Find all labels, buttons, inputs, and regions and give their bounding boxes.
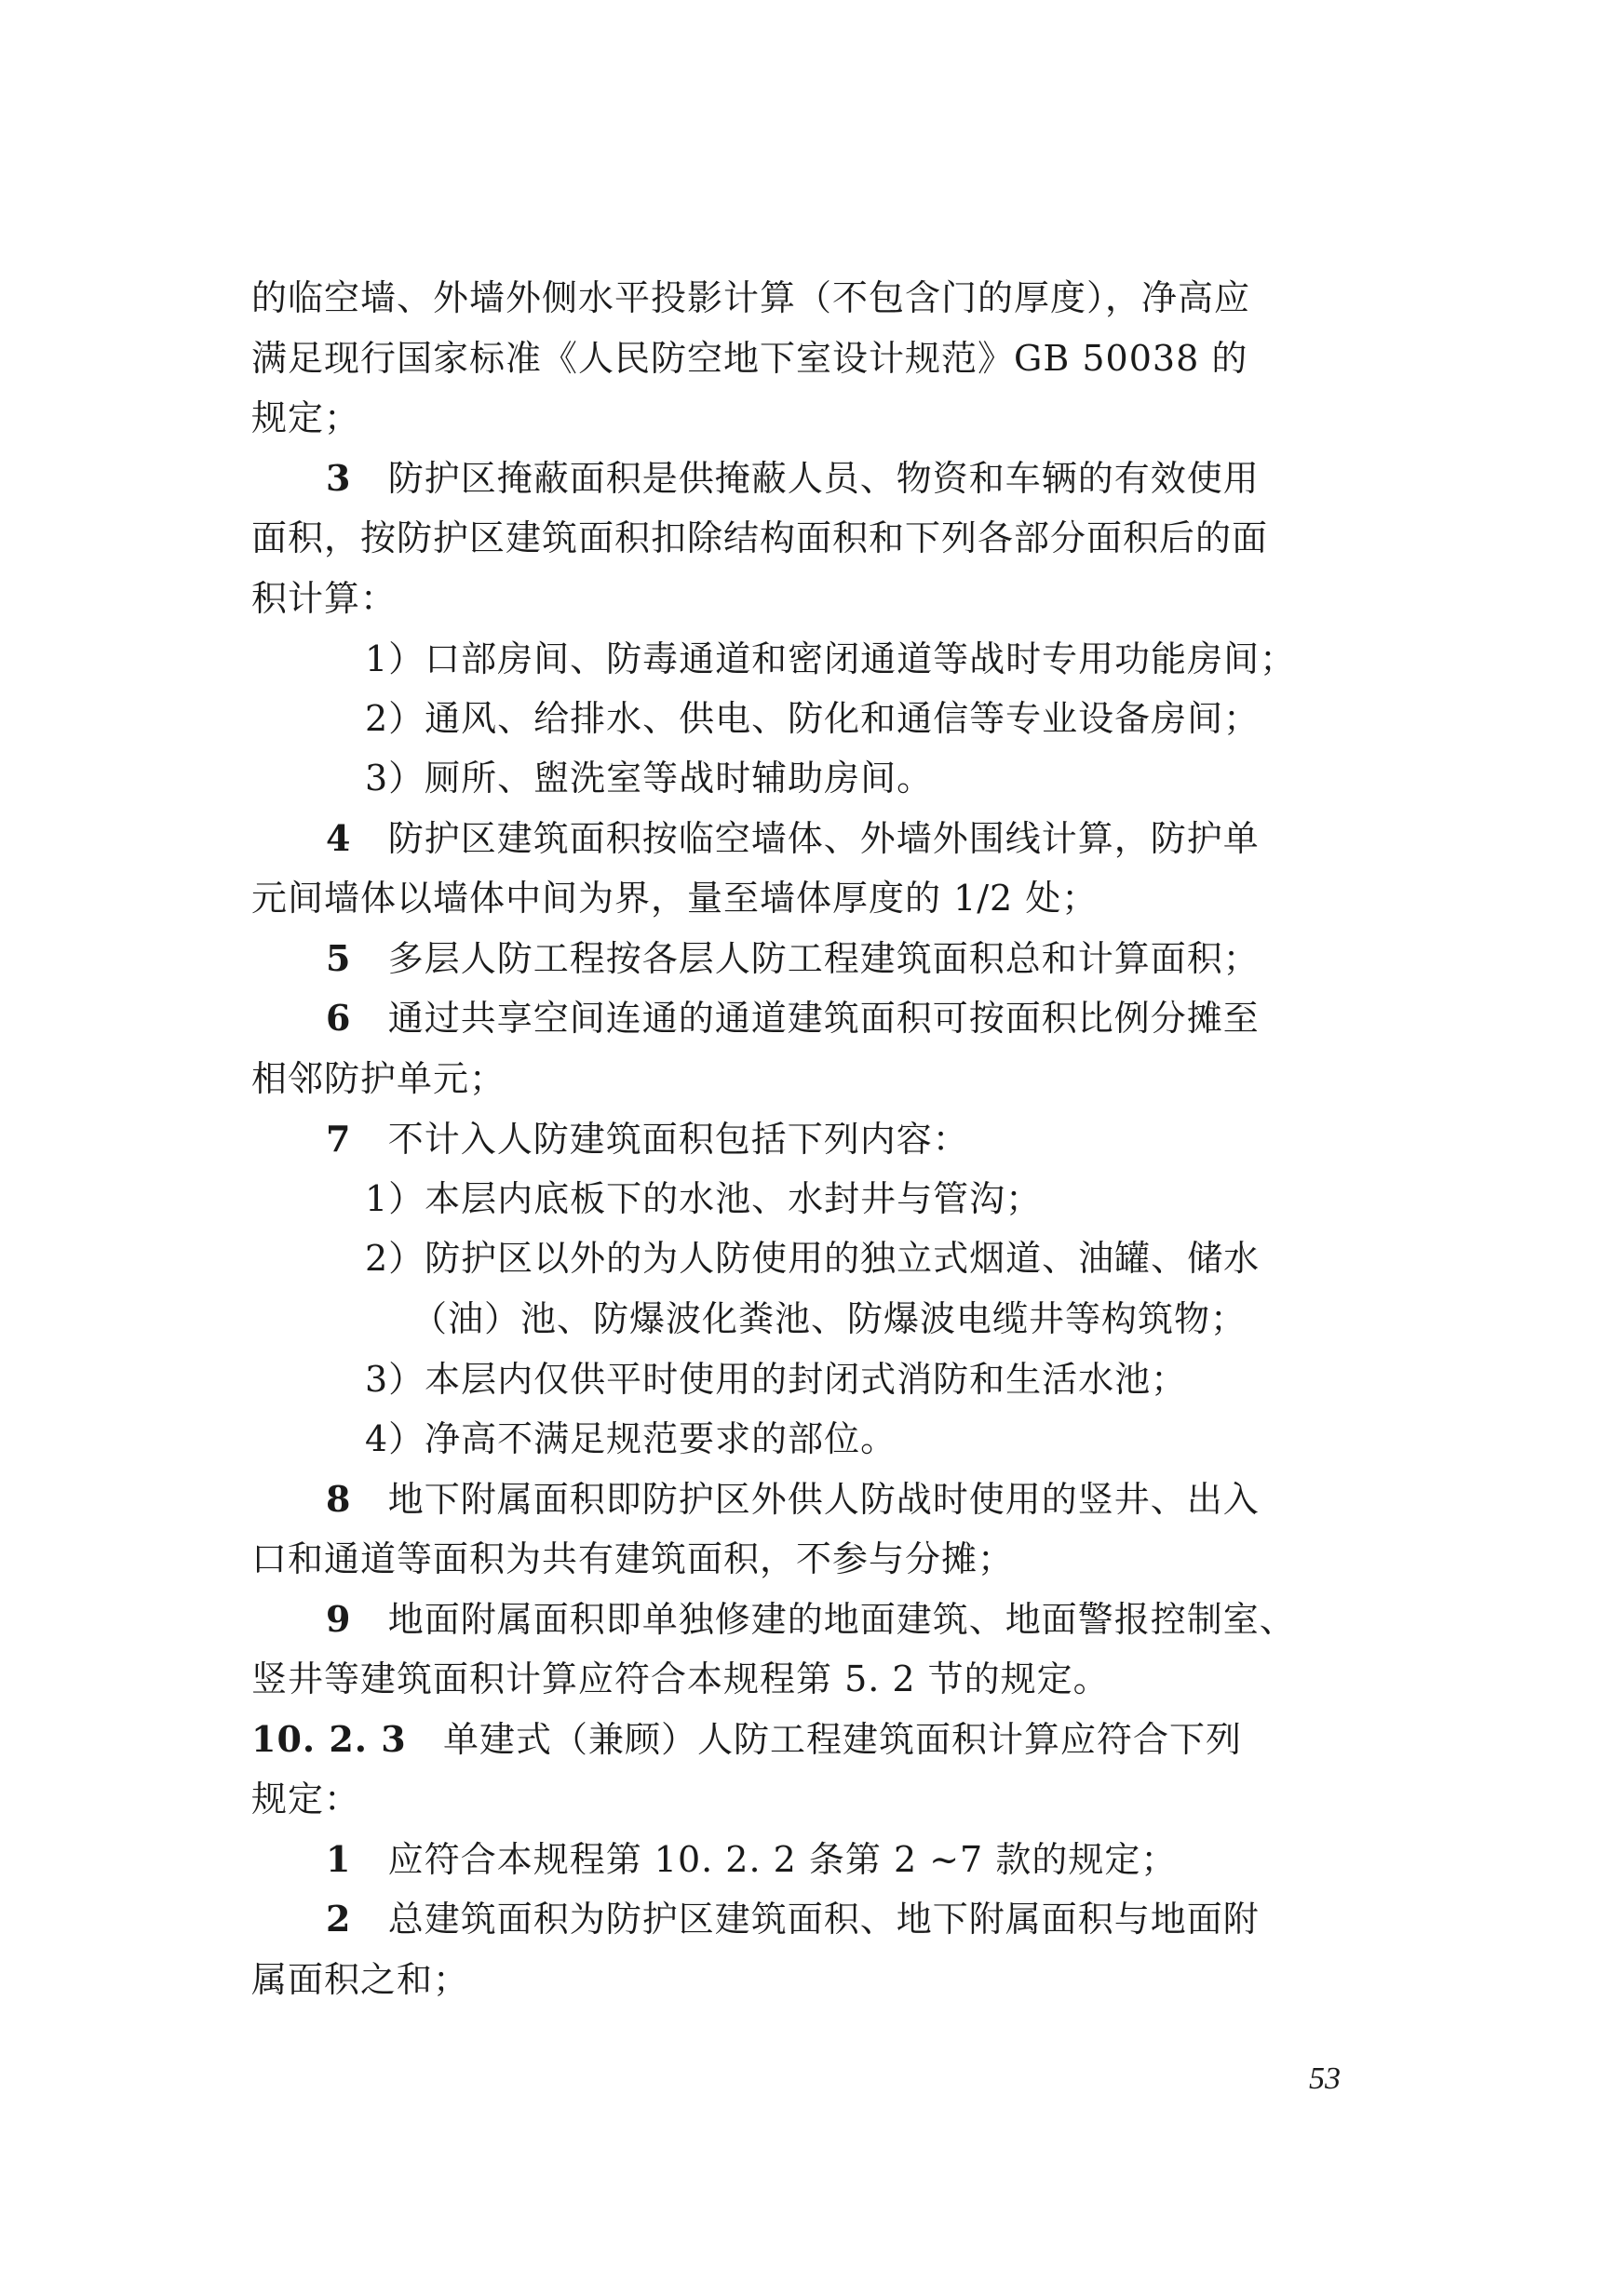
text-line-1: 的临空墙、外墙外侧水平投影计算（不包含门的厚度），净高应 [251,277,1251,318]
clause-number: 1 [326,1838,352,1880]
list-item: 4）净高不满足规范要求的部位。 [365,1418,897,1459]
clause-4: 4 防护区建筑面积按临空墙体、外墙外围线计算，防护单 [326,817,1260,859]
clause-number: 8 [326,1478,352,1520]
clause-number: 4 [326,817,352,859]
text-line-11: 元间墙体以墙体中间为界，量至墙体厚度的 1/2 处； [251,878,1099,919]
text-line-6: 积计算： [251,578,398,619]
page-number: 53 [1309,2061,1341,2096]
text-line-14: 相邻防护单元； [251,1058,506,1099]
clause-number: 5 [326,937,352,979]
text-line-29: 属面积之和； [251,1959,470,2000]
clause-number: 7 [326,1118,352,1160]
clause-3: 3 防护区掩蔽面积是供掩蔽人员、物资和车辆的有效使用 [326,457,1260,499]
clause-number: 3 [326,457,352,499]
list-item: 2）防护区以外的为人防使用的独立式烟道、油罐、储水 [365,1238,1261,1279]
list-item: 3）厕所、盥洗室等战时辅助房间。 [365,758,934,799]
clause-1: 1 应符合本规程第 10. 2. 2 条第 2 ~7 款的规定； [326,1838,1178,1880]
clause-number: 9 [326,1598,352,1640]
clause-5: 5 多层人防工程按各层人防工程建筑面积总和计算面积； [326,937,1260,979]
section-number: 10. 2. 3 [251,1718,407,1760]
list-item: 3）本层内仅供平时使用的封闭式消防和生活水池； [365,1359,1188,1400]
text-line-5: 面积，按防护区建筑面积扣除结构面积和下列各部分面积后的面 [251,517,1269,558]
clause-6: 6 通过共享空间连通的通道建筑面积可按面积比例分摊至 [326,997,1260,1039]
clause-number: 6 [326,997,352,1039]
text-line-2: 满足现行国家标准《人民防空地下室设计规范》GB 50038 的 [251,338,1248,379]
section-10-2-3: 10. 2. 3 单建式（兼顾）人防工程建筑面积计算应符合下列 [251,1718,1242,1760]
text-line-22: 口和通道等面积为共有建筑面积，不参与分摊； [251,1538,1015,1579]
text-line-24: 竖井等建筑面积计算应符合本规程第 5. 2 节的规定。 [251,1658,1110,1699]
text-line-3: 规定； [251,397,361,438]
clause-number: 2 [326,1898,352,1940]
clause-2: 2 总建筑面积为防护区建筑面积、地下附属面积与地面附 [326,1898,1260,1940]
list-item: 1）本层内底板下的水池、水封井与管沟； [365,1178,1043,1219]
text-line-26: 规定： [251,1779,361,1819]
clause-8: 8 地下附属面积即防护区外供人防战时使用的竖井、出入 [326,1478,1260,1520]
list-item: 1）口部房间、防毒通道和密闭通道等战时专用功能房间； [365,638,1297,679]
list-item-continuation: （油）池、防爆波化粪池、防爆波电缆井等构筑物； [411,1298,1248,1339]
clause-9: 9 地面附属面积即单独修建的地面建筑、地面警报控制室、 [326,1598,1296,1640]
clause-7: 7 不计入人防建筑面积包括下列内容： [326,1118,969,1160]
list-item: 2）通风、给排水、供电、防化和通信等专业设备房间； [365,698,1261,739]
